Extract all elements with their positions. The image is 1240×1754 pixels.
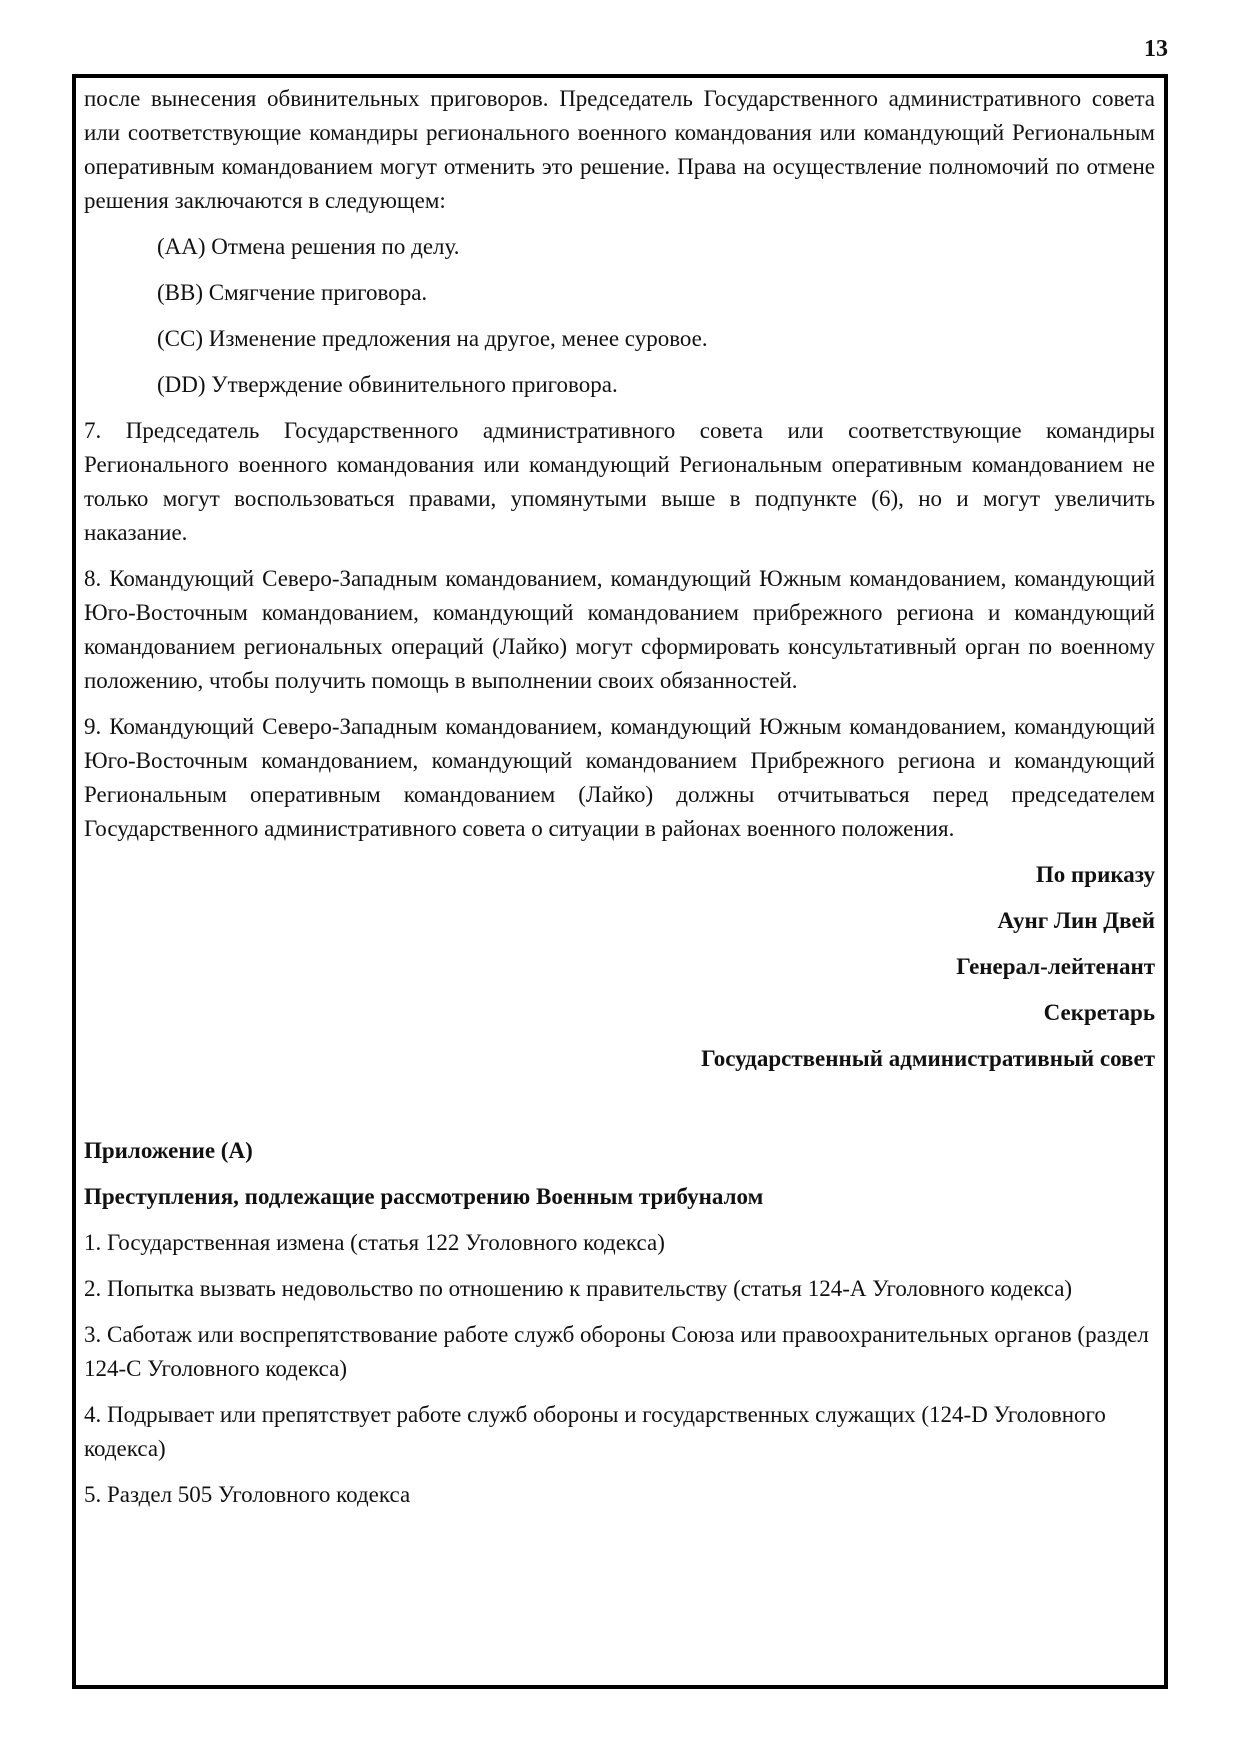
signature-block: [84, 858, 1155, 1076]
page-number: 13: [1144, 36, 1168, 62]
sub-item-cc: (CC) Изменение предложения на другое, менее суровое.: [157, 326, 708, 351]
sub-item-bb: (BB) Смягчение приговора.: [157, 280, 428, 305]
appendix-title: Приложение (А): [84, 1138, 253, 1163]
document-body: [84, 82, 1155, 1512]
appendix-subtitle: Преступления, подлежащие рассмотрению Военным трибуналом: [84, 1184, 764, 1209]
sub-item-aa: (AA) Отмена решения по делу.: [157, 234, 460, 259]
signature-rank: Генерал-лейтенант: [956, 954, 1155, 979]
signature-name: Аунг Лин Двей: [997, 908, 1155, 933]
appendix-item: 1. Государственная измена (статья 122 Уголовного кодекса): [84, 1230, 665, 1255]
signature-organization: Государственный административный совет: [701, 1046, 1155, 1071]
appendix-item: 2. Попытка вызвать недовольство по отношению к правительству (статья 124-А Уголовного кодекса): [84, 1276, 1073, 1301]
signature-by-order: По приказу: [1035, 862, 1155, 887]
appendix-item: 3. Саботаж или воспрепятствование работе служб обороны Союза или правоохранительных органов (раздел 124-С Уголовного кодекса): [84, 1322, 1149, 1381]
signature-position: Секретарь: [1043, 1000, 1155, 1025]
paragraph-7: 7. Председатель Государственного административного совета или соответствующие командиры Регионального военного командования или командующий Региональным оперативным командованием не только могут воспользоваться правами, упомянутыми выше в подпункте (6), но и могут увеличить наказание.: [84, 418, 1155, 545]
intro-paragraph: после вынесения обвинительных приговоров. Председатель Государственного административного совета или соответствующие командиры регионального военного командования или командующий Региональным оперативным командованием могут отменить это решение. Права на осуществление полномочий по отмене решения заключаются в следующем:: [84, 86, 1155, 213]
appendix-item: 5. Раздел 505 Уголовного кодекса: [84, 1482, 411, 1507]
paragraph-8: 8. Командующий Северо-Западным командованием, командующий Южным командованием, командующий Юго-Восточным командованием, командующий командованием прибрежного региона и командующий командованием региональных операций (Лайко) могут сформировать консультативный орган по военному положению, чтобы получить помощь в выполнении своих обязанностей.: [84, 566, 1155, 693]
appendix-item: 4. Подрывает или препятствует работе служб обороны и государственных служащих (124-D Уголовного кодекса): [84, 1402, 1106, 1461]
document-frame: [72, 74, 1168, 1689]
sub-item-dd: (DD) Утверждение обвинительного приговора.: [157, 372, 618, 397]
appendix-section: [84, 1134, 1155, 1512]
paragraph-9: 9. Командующий Северо-Западным командованием, командующий Южным командованием, командующий Юго-Восточным командованием, командующий командованием Прибрежного региона и командующий Региональным оперативным командованием (Лайко) должны отчитываться перед председателем Государственного административного совета о ситуации в районах военного положения.: [84, 714, 1155, 841]
